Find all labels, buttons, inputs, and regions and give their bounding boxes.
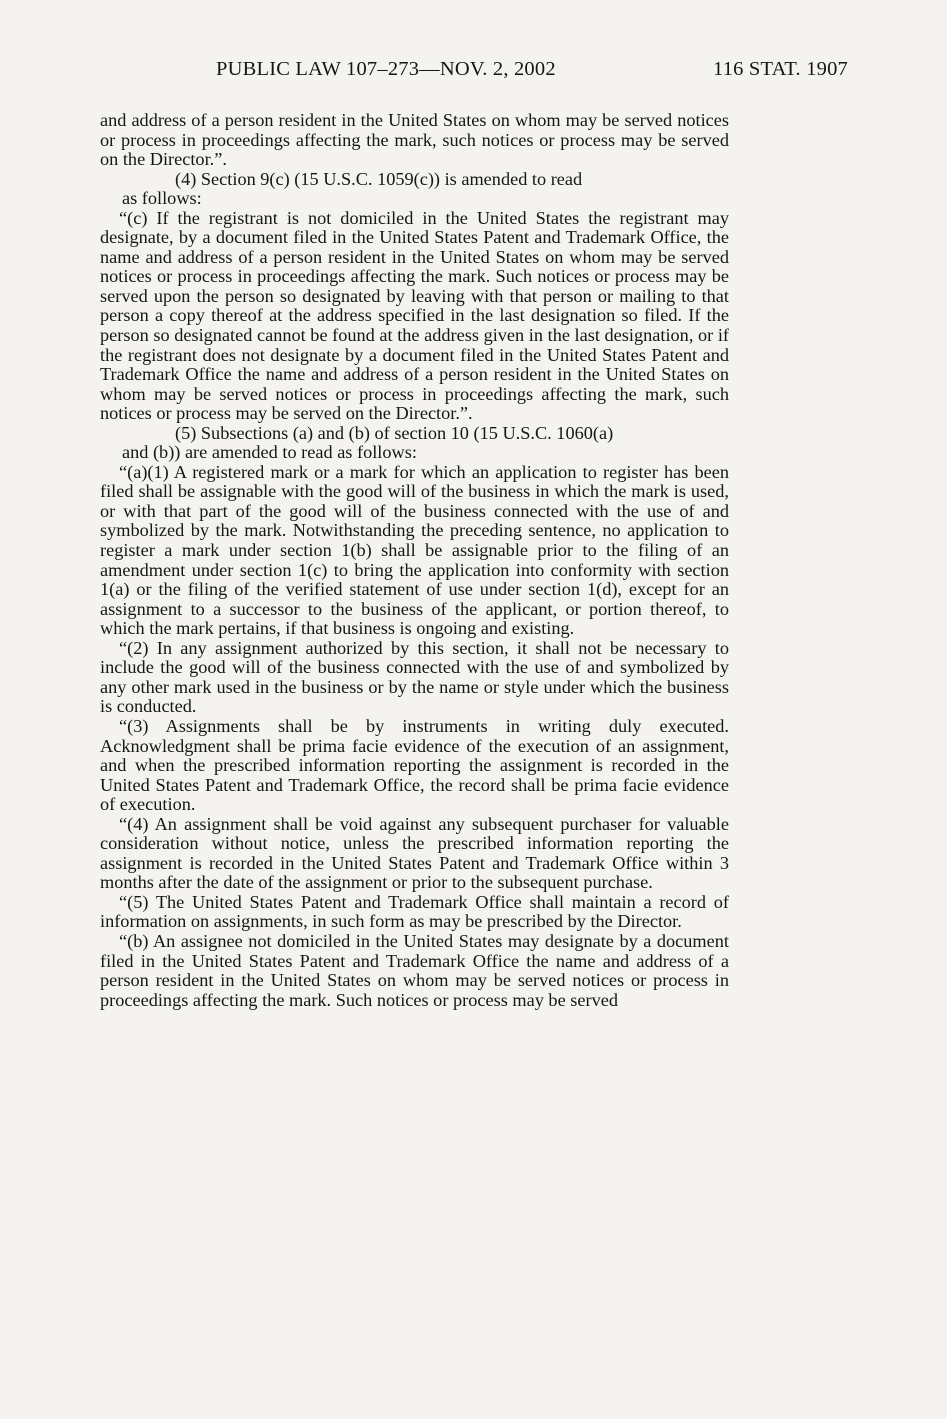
subsection-a5-text: “(5) The United States Patent and Trademark Office shall maintain a record of information on assignments, in such form as may be prescribed by the Director. bbox=[100, 891, 729, 932]
document-body bbox=[100, 111, 729, 1010]
subsection-a4-text: “(4) An assignment shall be void against any subsequent purchaser for valuable consideration without notice, unless the prescribed information reporting the assignment is recorded in the United States Patent and Trademark Office within 3 months after the date of the assignment or prior to the subsequent purchase. bbox=[100, 813, 729, 893]
amendment-4-intro-continued: as follows: bbox=[122, 188, 202, 209]
amendment-4-intro: (4) Section 9(c) (15 U.S.C. 1059(c)) is amended to read bbox=[175, 168, 583, 189]
continued-paragraph: and address of a person resident in the United States on whom may be served notices or process in proceedings affecting the mark, such notices or process may be served on the Director.”. bbox=[100, 110, 729, 170]
running-title: PUBLIC LAW 107–273—NOV. 2, 2002 bbox=[216, 58, 556, 80]
subsection-a2-text: “(2) In any assignment authorized by this section, it shall not be necessary to include the good will of the business connected with the use of and symbolized by any other mark used in the business or by the name or style under which the business is conducted. bbox=[100, 637, 729, 717]
subsection-a1-text: “(a)(1) A registered mark or a mark for which an application to register has been filed shall be assignable with the good will of the business in which the mark is used, or with that part of the good will of the business connected with the use of and symbolized by the mark. Notwithstanding the preceding sentence, no application to register a mark under section 1(b) shall be assignable prior to the filing of an amendment under section 1(c) to bring the application into conformity with section 1(a) or the filing of the verified statement of use under section 1(d), except for an assignment to a successor to the business of the applicant, or portion thereof, to which the mark pertains, if that business is ongoing and existing. bbox=[100, 461, 729, 639]
amendment-5-intro-continued: and (b)) are amended to read as follows: bbox=[122, 442, 417, 463]
stat-page-reference: 116 STAT. 1907 bbox=[713, 58, 848, 80]
amendment-5-intro: (5) Subsections (a) and (b) of section 10 (15 U.S.C. 1060(a) bbox=[175, 422, 614, 443]
subsection-b-text: “(b) An assignee not domiciled in the United States may designate by a document filed in the United States Patent and Trademark Office the name and address of a person resident in the United States on whom may be served notices or process in proceedings affecting the mark. Such notices or process may be served bbox=[100, 930, 729, 1010]
subsection-a3-text: “(3) Assignments shall be by instruments in writing duly executed. Acknowledgment shall be prima facie evidence of the execution of an assignment, and when the prescribed information reporting the assignment is recorded in the United States Patent and Trademark Office, the record shall be prima facie evidence of execution. bbox=[100, 715, 729, 815]
section-9c-text: “(c) If the registrant is not domiciled in the United States the registrant may designate, by a document filed in the United States Patent and Trademark Office, the name and address of a person resident in the United States on whom may be served notices or process in proceedings affecting the mark. Such notices or process may be served upon the person so designated by leaving with that person or mailing to that person a copy thereof at the address specified in the last designation so filed. If the person so designated cannot be found at the address given in the last designation, or if the registrant does not designate by a document filed in the United States Patent and Trademark Office the name and address of a person resident in the United States on whom may be served notices or process in proceedings affecting the mark, such notices or process may be served on the Director.”. bbox=[100, 207, 729, 424]
page-header bbox=[100, 58, 848, 92]
